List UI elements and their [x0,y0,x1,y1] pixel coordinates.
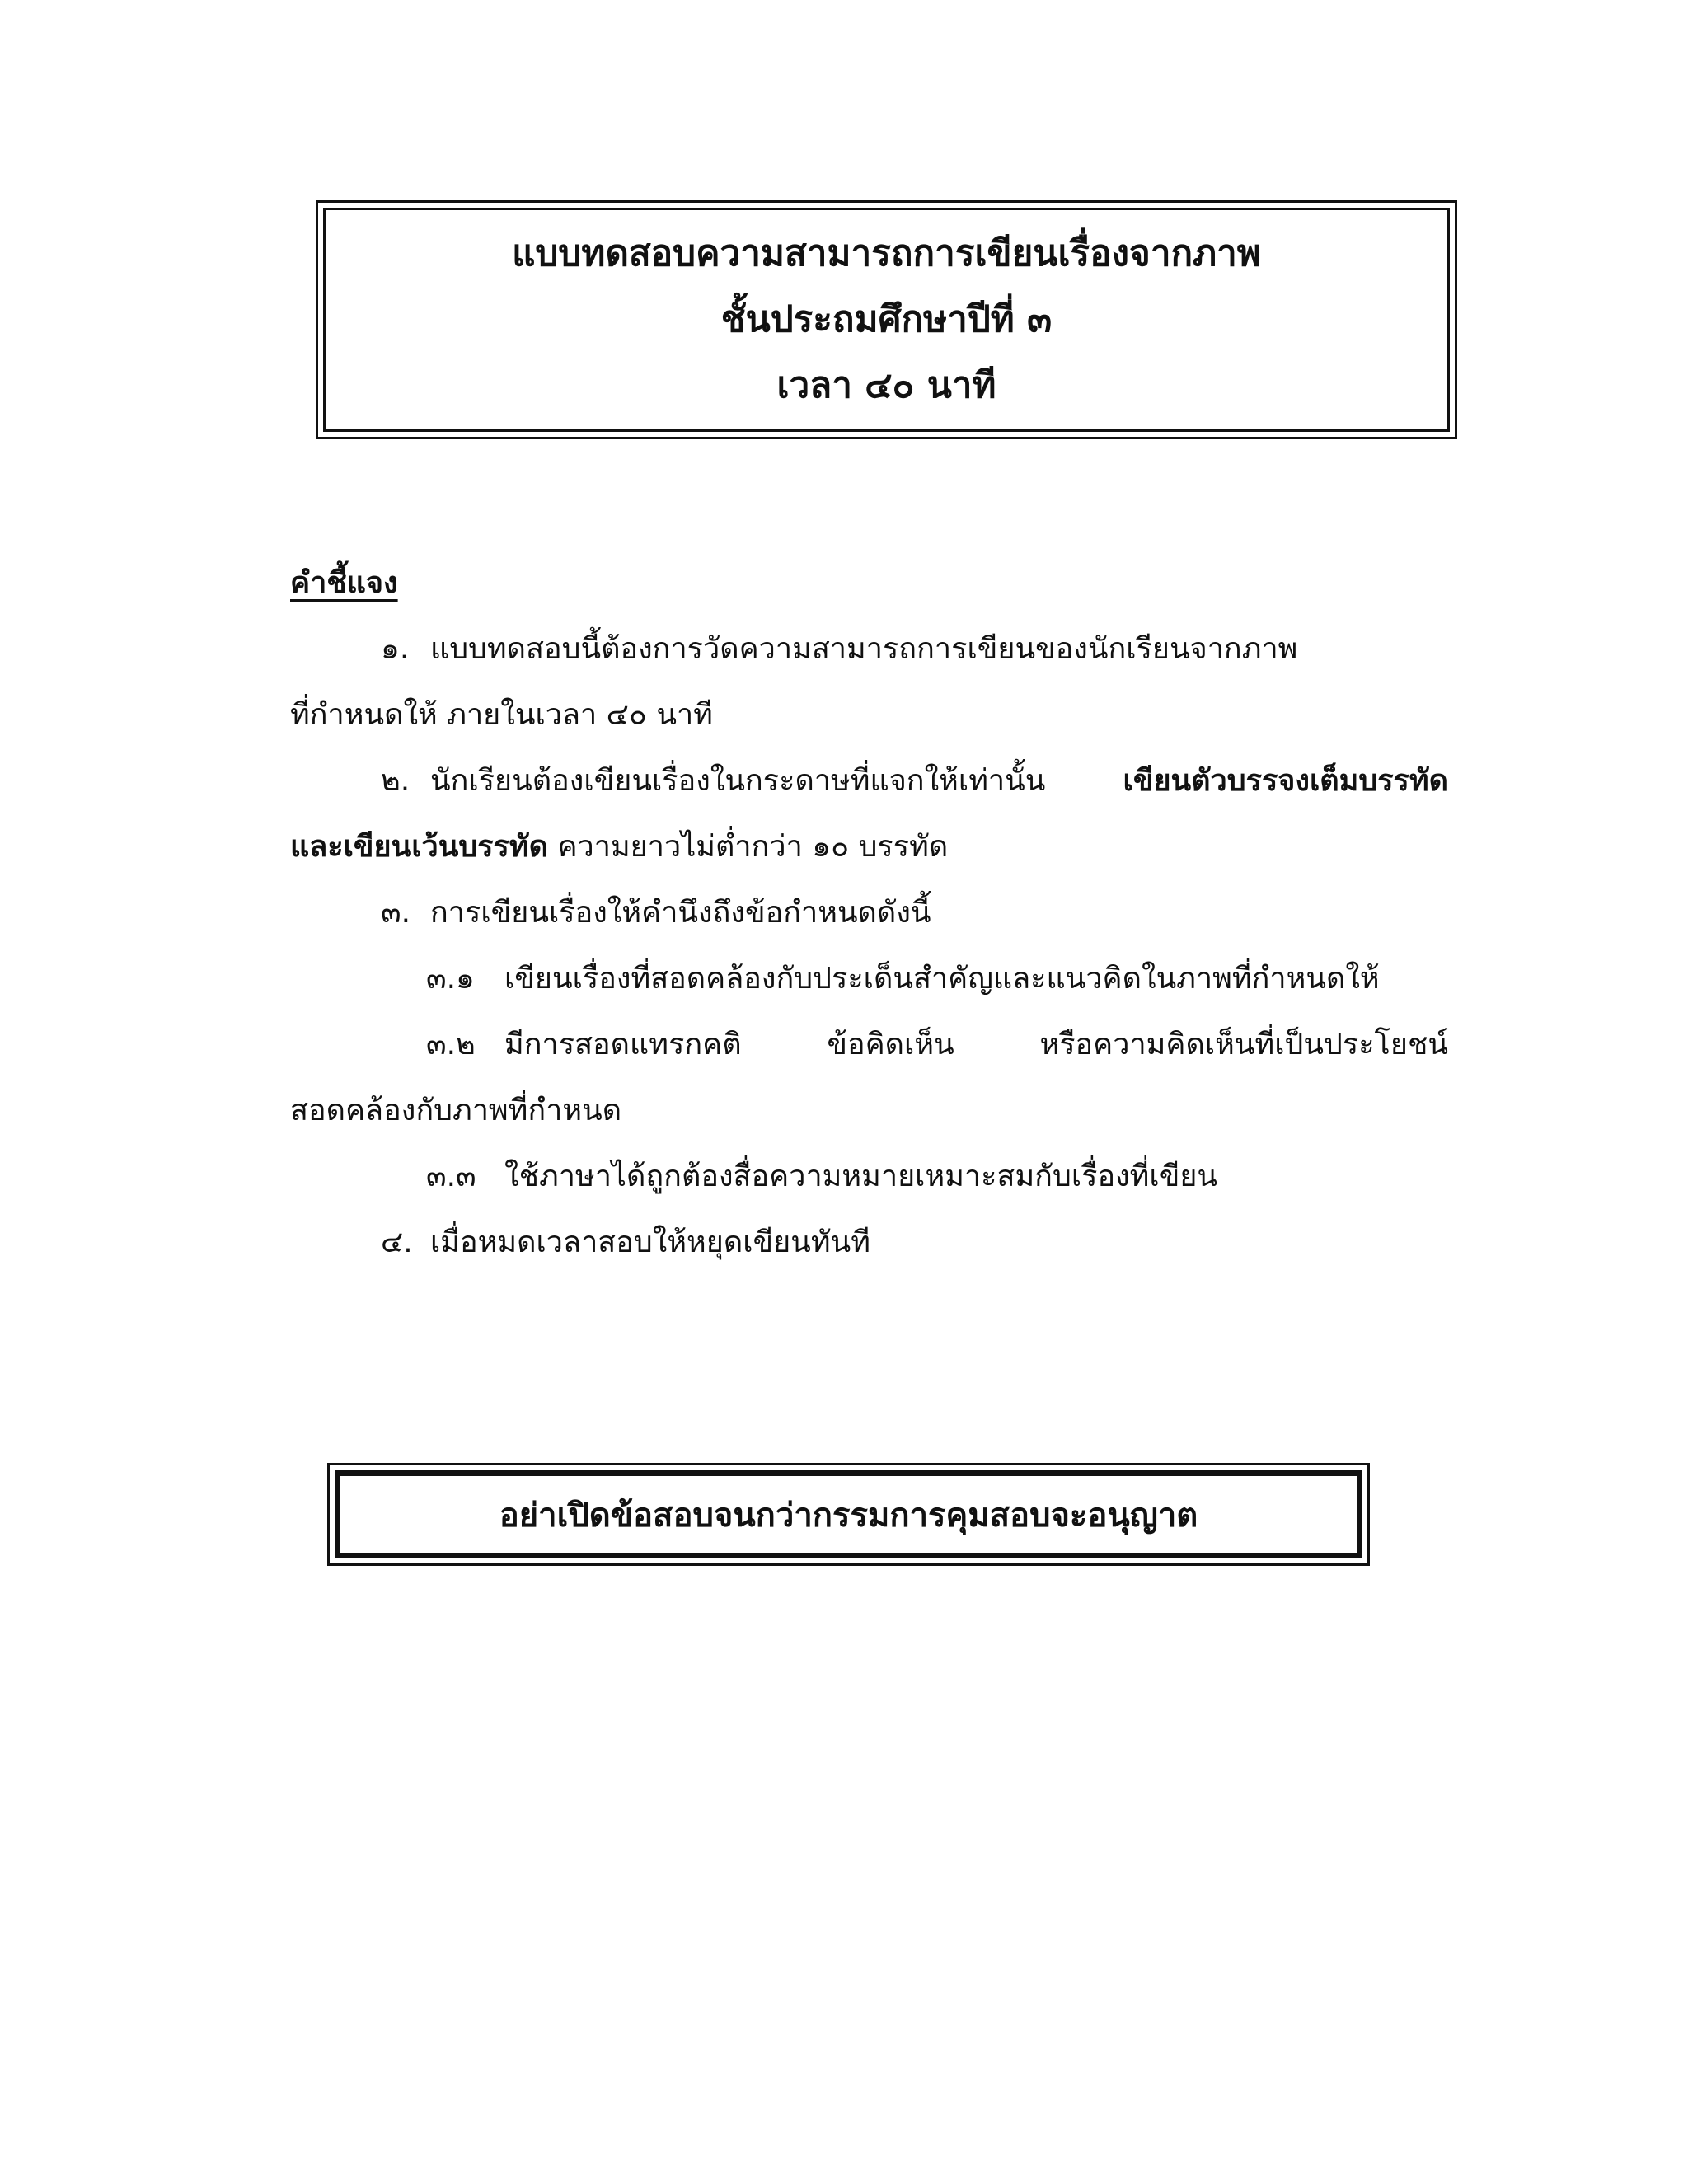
instruction-text: ความยาวไม่ต่ำกว่า ๑๐ บรรทัด [557,830,949,864]
notice-box-inner [335,1470,1362,1558]
instruction-text: มีการสอดแทรกคติ ข้อคิดเห็น หรือความคิดเห็นที่เป็นประโยชน์ [504,1028,1448,1062]
instructions-heading: คำชี้แจง [290,566,398,600]
sub-item-number: ๓.๓ [426,1160,476,1193]
instruction-item-4 [290,1210,1448,1276]
instruction-item-3-2-line-1 [290,1012,1448,1078]
time-limit: เวลา ๔๐ นาที [776,364,996,406]
title-box [316,200,1457,439]
instruction-item-2-line-1 [290,748,1448,814]
sub-item-number: ๓.๑ [426,962,475,996]
instruction-item-1-line-1 [290,616,1448,682]
instruction-text: ใช้ภาษาได้ถูกต้องสื่อความหมายเหมาะสมกับเรื่องที่เขียน [504,1160,1218,1193]
instruction-text: นักเรียนต้องเขียนเรื่องในกระดาษที่แจกให้เท่านั้น [430,764,1046,798]
item-number: ๒. [381,764,410,798]
title-box-inner [323,208,1450,432]
do-not-open-notice: อย่าเปิดข้อสอบจนกว่ากรรมการคุมสอบจะอนุญาต [499,1496,1198,1535]
instruction-text: เขียนเรื่องที่สอดคล้องกับประเด็นสำคัญและแนวคิดในภาพที่กำหนดให้ [504,962,1380,996]
instruction-item-3-1 [290,946,1448,1012]
instruction-bold-text: เขียนตัวบรรจงเต็มบรรทัด [1123,764,1448,798]
instruction-item-2-line-2 [290,814,1448,880]
notice-box [327,1463,1370,1566]
instruction-text: แบบทดสอบนี้ต้องการวัดความสามารถการเขียนของนักเรียนจากภาพ [430,632,1298,666]
item-number: ๓. [381,896,411,930]
sub-item-number: ๓.๒ [426,1028,476,1062]
instruction-text: การเขียนเรื่องให้คำนึงถึงข้อกำหนดดังนี้ [430,896,931,930]
exam-title: แบบทดสอบความสามารถการเขียนเรื่องจากภาพ [512,232,1261,274]
instruction-item-3-3 [290,1144,1448,1210]
instruction-item-3 [290,880,1448,946]
item-number: ๔. [381,1226,413,1259]
item-number: ๑. [381,632,410,666]
instruction-bold-text: และเขียนเว้นบรรทัด [290,830,548,864]
instructions-section [290,551,1448,1276]
instruction-item-3-2-line-2: สอดคล้องกับภาพที่กำหนด [290,1094,622,1127]
grade-level: ชั้นประถมศึกษาปีที่ ๓ [720,298,1053,340]
instruction-item-1-line-2: ที่กำหนดให้ ภายในเวลา ๔๐ นาที [290,698,713,732]
instruction-text: เมื่อหมดเวลาสอบให้หยุดเขียนทันที [430,1226,870,1259]
